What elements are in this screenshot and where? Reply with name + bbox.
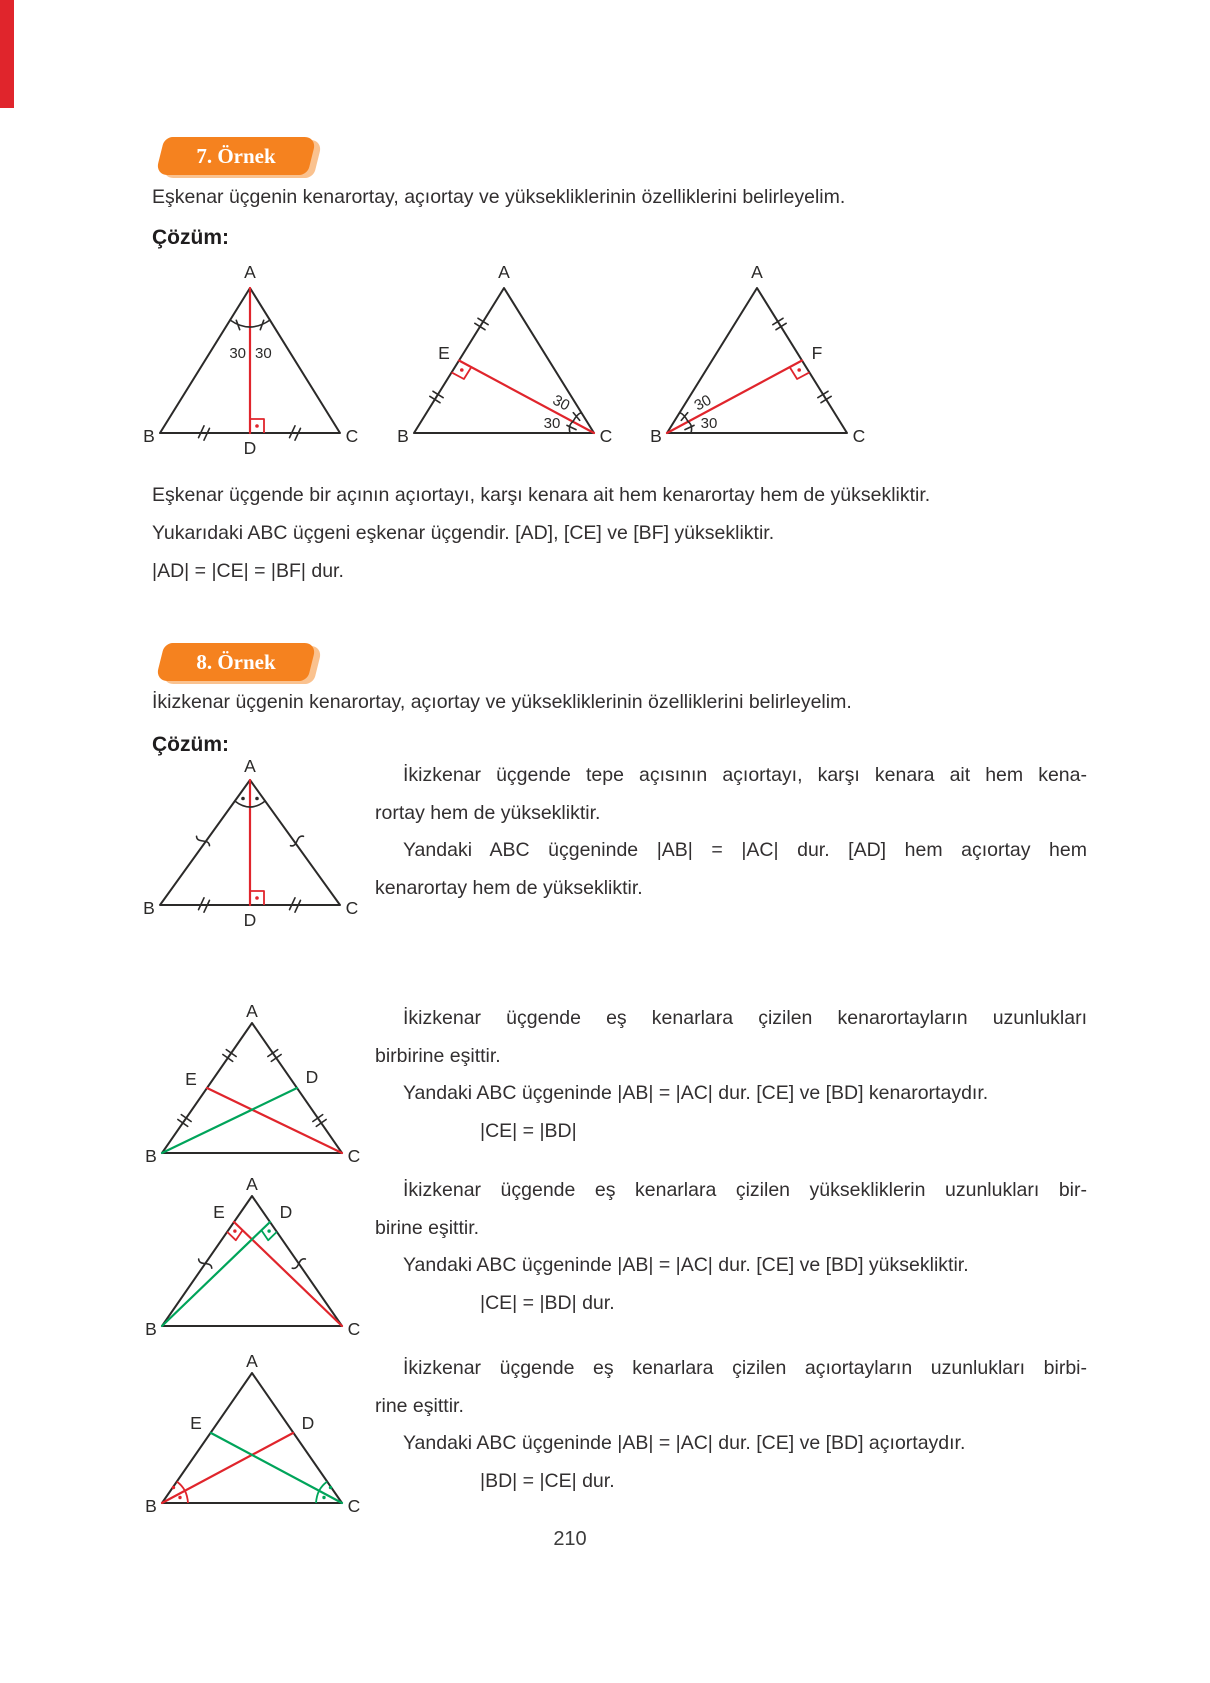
example8-badge	[160, 643, 312, 681]
vertex-label-F: F	[811, 343, 823, 363]
vertex-label-B: B	[397, 426, 409, 446]
angle-dot-C1	[322, 1496, 325, 1499]
angle-dot-C2	[329, 1486, 332, 1489]
triangle-sides	[162, 1196, 342, 1326]
vertex-label-D: D	[243, 910, 257, 928]
bisector-BD	[162, 1433, 293, 1503]
equation-line: |BD| = |CE| dur.	[480, 1469, 615, 1492]
row4-text	[375, 1350, 1087, 1500]
note-line: |AD| = |CE| = |BF| dur.	[152, 560, 344, 582]
vertex-label-A: A	[246, 1355, 258, 1371]
example8-prompt: İkizkenar üçgenin kenarortay, açıortay ve yüksekliklerinin özelliklerini belirleyelim.	[152, 691, 852, 713]
equilateral-altitude-AD-diagram	[138, 263, 368, 458]
vertex-label-C: C	[347, 1146, 361, 1166]
vertex-label-B: B	[145, 1146, 157, 1166]
vertex-label-A: A	[246, 1178, 258, 1194]
vertex-label-A: A	[498, 263, 510, 282]
text-line: Yandaki ABC üçgeninde |AB| = |AC| dur. [AD] hem açıortay hem	[403, 839, 1087, 861]
row2-text	[375, 1000, 1087, 1150]
row3-text	[375, 1172, 1087, 1322]
angle-label-30-upper: 30	[549, 391, 573, 415]
example7-notes	[152, 476, 930, 590]
vertex-label-D: D	[305, 1067, 319, 1087]
note-line: Yukarıdaki ABC üçgeni eşkenar üçgendir. [AD], [CE] ve [BF] yüksekliktir.	[152, 522, 775, 544]
angle-dot-B1	[178, 1496, 181, 1499]
angle-label-30-left: 30	[229, 345, 246, 362]
altitude-CE	[459, 361, 594, 434]
equal-side-curl-AB	[198, 1258, 213, 1270]
text-line: Yandaki ABC üçgeninde |AB| = |AC| dur. [CE] ve [BD] yüksekliktir.	[403, 1254, 969, 1276]
equation-line: |CE| = |BD|	[480, 1119, 577, 1142]
angle-label-30-right: 30	[255, 345, 272, 362]
text-line: Yandaki ABC üçgeninde |AB| = |AC| dur. [CE] ve [BD] açıortaydır.	[403, 1432, 966, 1454]
vertex-label-B: B	[650, 426, 662, 446]
angle-label-30-upper: 30	[691, 391, 715, 415]
vertex-label-E: E	[185, 1069, 197, 1089]
vertex-label-B: B	[145, 1319, 157, 1339]
vertex-label-D: D	[279, 1202, 293, 1222]
triangle-sides	[162, 1373, 342, 1503]
angle-dot-left	[241, 797, 245, 801]
angle-dot-right	[255, 797, 259, 801]
angle-label-30-lower: 30	[700, 415, 718, 432]
equilateral-altitude-CE-diagram	[392, 263, 622, 458]
row1-text	[375, 757, 1087, 907]
right-angle-dot	[255, 896, 259, 900]
vertex-label-E: E	[190, 1413, 202, 1433]
vertex-label-B: B	[143, 898, 155, 918]
right-angle-dot-E	[233, 1229, 236, 1232]
vertex-label-D: D	[243, 438, 257, 458]
vertex-label-C: C	[599, 426, 613, 446]
text-line: birine eşittir.	[375, 1216, 480, 1239]
isosceles-bisectors-diagram	[140, 1355, 370, 1523]
page-number: 210	[553, 1528, 587, 1550]
angle-label-30-lower: 30	[543, 415, 561, 432]
example7-prompt: Eşkenar üçgenin kenarortay, açıortay ve yüksekliklerinin özelliklerini belirleyelim.	[152, 186, 846, 208]
isosceles-altitudes-diagram	[140, 1178, 370, 1346]
vertex-label-E: E	[438, 343, 450, 363]
right-angle-dot	[460, 368, 464, 372]
equal-side-curl-AC	[291, 1258, 306, 1270]
equation-line: |CE| = |BD| dur.	[480, 1291, 615, 1314]
vertex-label-B: B	[145, 1496, 157, 1516]
vertex-label-A: A	[244, 263, 256, 282]
vertex-label-A: A	[244, 760, 256, 776]
altitude-EC	[234, 1222, 342, 1326]
altitude-BF	[667, 361, 802, 434]
vertex-label-A: A	[246, 1005, 258, 1021]
text-line: İkizkenar üçgende eş kenarlara çizilen açıortayların uzunlukları birbi-	[403, 1357, 1087, 1379]
isosceles-apex-bisector-diagram	[138, 760, 368, 928]
text-line: Yandaki ABC üçgeninde |AB| = |AC| dur. [CE] ve [BD] kenarortaydır.	[403, 1082, 989, 1104]
bisector-CE	[211, 1433, 342, 1503]
right-angle-dot	[797, 368, 801, 372]
vertex-label-C: C	[347, 1496, 361, 1516]
text-line: rortay hem de yüksekliktir.	[375, 801, 601, 824]
text-line: İkizkenar üçgende eş kenarlara çizilen yüksekliklerin uzunlukları bir-	[403, 1179, 1087, 1201]
vertex-label-E: E	[213, 1202, 225, 1222]
example8-badge-label: 8. Örnek	[196, 649, 276, 674]
note-line: Eşkenar üçgende bir açının açıortayı, karşı kenara ait hem kenarortay hem de yüksekliktir.	[152, 484, 931, 506]
vertex-label-B: B	[143, 426, 155, 446]
equilateral-altitude-BF-diagram	[645, 263, 875, 458]
example8-solution-heading: Çözüm:	[152, 733, 229, 756]
example7-badge-label: 7. Örnek	[196, 143, 276, 168]
text-line: birbirine eşittir.	[375, 1044, 501, 1067]
vertex-label-A: A	[751, 263, 763, 282]
text-line: İkizkenar üçgende eş kenarlara çizilen kenarortayların uzunlukları	[403, 1007, 1087, 1029]
angle-dot-B2	[172, 1486, 175, 1489]
vertex-label-D: D	[301, 1413, 315, 1433]
vertex-label-C: C	[345, 898, 359, 918]
text-line: İkizkenar üçgende tepe açısının açıortayı, karşı kenara ait hem kena-	[403, 764, 1087, 786]
vertex-label-C: C	[852, 426, 866, 446]
altitude-DB	[162, 1222, 270, 1326]
example7-badge	[160, 137, 312, 175]
page-edge-red-strip	[0, 0, 14, 108]
right-angle-dot	[255, 424, 259, 428]
right-angle-dot-D	[267, 1229, 270, 1232]
text-line: kenarortay hem de yüksekliktir.	[375, 876, 643, 899]
vertex-label-C: C	[345, 426, 359, 446]
vertex-label-C: C	[347, 1319, 361, 1339]
isosceles-medians-diagram	[140, 1005, 370, 1173]
example7-solution-heading: Çözüm:	[152, 226, 229, 249]
text-line: rine eşittir.	[375, 1394, 464, 1417]
